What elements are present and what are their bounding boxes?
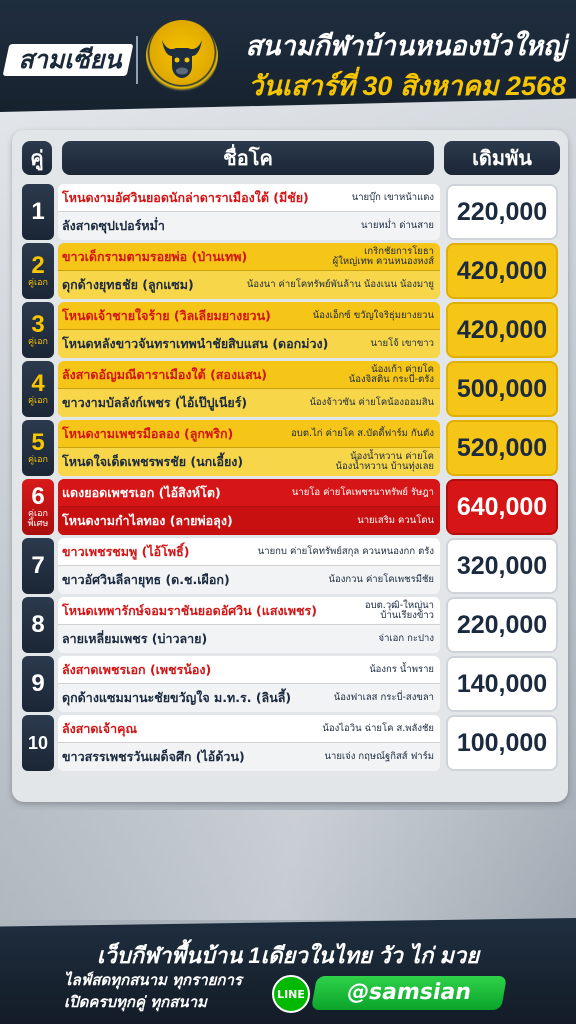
matchup-card[interactable]: [58, 538, 440, 594]
pair-number-badge: [22, 656, 54, 712]
top-fighter-line: [58, 715, 440, 743]
bet-amount: 100,000: [446, 715, 558, 771]
bottom-fighter-line: [58, 271, 440, 299]
pair-number-badge: [22, 361, 54, 417]
pair-tag: คู่เอก: [28, 396, 48, 406]
top-fighter-name: ขาวเพชรชมพู (ไอ้โพธิ์): [62, 544, 190, 559]
bet-amount: 320,000: [446, 538, 558, 594]
top-fighter-owner: นายกบ ค่ายโคทรัพย์สกุล ควนหนองกก ตรัง: [257, 546, 434, 557]
bet-amount: 420,000: [446, 243, 558, 299]
top-fighter-owner: น้องเอ็กซ์ ขวัญใจริธุ่มยางยวน: [312, 310, 434, 321]
matchup-card[interactable]: [58, 656, 440, 712]
bottom-fighter-name: โหนดหลังขาวจันทราเทพนำชัยสิบแสน (ดอกม่วง): [62, 336, 329, 351]
line-id-button[interactable]: @samsian: [311, 976, 507, 1010]
bottom-fighter-owner: น้องจ้าวซัน ค่ายโคน้องออมสิน: [309, 397, 434, 408]
top-fighter-name: ลังสาดเพชรเอก (เพชรน้อง): [62, 662, 212, 677]
pair-number: 9: [31, 670, 45, 697]
top-fighter-owner: เกริกชัยการโยธา ผู้ใหญ่เทพ ควนหนองหงส์: [332, 246, 434, 267]
bet-amount: 140,000: [446, 656, 558, 712]
header-divider: [136, 36, 138, 84]
pair-number-badge: [22, 479, 54, 535]
bottom-fighter-owner: น้องกวน ค่ายโคเพชรมีชัย: [328, 574, 434, 585]
matchup-card[interactable]: [58, 243, 440, 299]
pair-number-badge: [22, 302, 54, 358]
top-fighter-owner: น้องกร น้ำพราย: [369, 664, 434, 675]
line-app-icon[interactable]: LINE: [272, 975, 310, 1013]
bottom-fighter-line: [58, 743, 440, 771]
bottom-fighter-name: โหนดงามกำไลทอง (ลายพ่อลุง): [62, 513, 233, 528]
footer-subtext-2: เปิดครบทุกคู่ ทุกสนาม: [64, 993, 207, 1011]
matchup-card[interactable]: [58, 361, 440, 417]
bottom-fighter-name: โหนดใจเด็ดเพชรพรชัย (นกเอี้ยง): [62, 454, 244, 469]
bet-amount: 500,000: [446, 361, 558, 417]
bottom-fighter-name: ดุกด้างแซมมานะชัยขวัญใจ ม.ท.ร. (ลินลี้): [62, 690, 292, 705]
top-fighter-name: โหนดงามอัศวินยอดนักล่าดาราเมืองใต้ (มีชัย): [62, 190, 309, 205]
bottom-fighter-line: [58, 684, 440, 712]
pair-number-badge: [22, 420, 54, 476]
stadium-title: สนามกีฬาบ้านหนองบัวใหญ่: [245, 31, 566, 61]
pair-number: 8: [31, 611, 45, 638]
bottom-fighter-name: ลังสาดซุปเปอร์หม่ำ: [62, 218, 165, 233]
bottom-fighter-owner: น้องนา ค่ายโคทรัพย์พันล้าน น้องเนน น้องมายู: [246, 279, 434, 290]
top-fighter-line: [58, 361, 440, 389]
top-fighter-name: โหนดเจ้าชายใจร้าย (วิลเลียมยางยวน): [62, 308, 271, 323]
pair-number-badge: [22, 597, 54, 653]
bet-amount: 420,000: [446, 302, 558, 358]
pair-number: 3: [31, 311, 45, 338]
bet-amount: 640,000: [446, 479, 558, 535]
matchup-card[interactable]: [58, 184, 440, 240]
bottom-fighter-line: [58, 212, 440, 240]
top-fighter-owner: อบต.ไก่ ค่ายโค ส.บัดดี้ฟาร์ม กันตัง: [291, 428, 434, 439]
pair-number: 5: [31, 429, 45, 456]
pair-number: 10: [27, 733, 49, 753]
pair-number-badge: [22, 243, 54, 299]
top-fighter-name: ขาวเด็กรามตามรอยพ่อ (ป่านเทพ): [62, 249, 248, 264]
top-fighter-name: ลังสาดเจ้าคุณ: [62, 721, 138, 736]
bottom-fighter-line: [58, 625, 440, 653]
event-date: วันเสาร์ที่ 30 สิงหาคม 2568: [248, 71, 566, 101]
footer-subtext-1: ไลฟ์สดทุกสนาม ทุกรายการ: [64, 971, 242, 989]
pair-number-badge: [22, 538, 54, 594]
matchup-card[interactable]: [58, 715, 440, 771]
bottom-fighter-owner: นายหม่ำ ด่านสาย: [361, 220, 434, 231]
top-fighter-name: ลังสาดอัญมณีดาราเมืองใต้ (สองแสน): [62, 367, 267, 382]
matchup-card[interactable]: [58, 420, 440, 476]
pair-tag: คู่เอก พิเศษ: [27, 509, 49, 529]
bottom-fighter-owner: นายเจ่ง กฤษณ์ฐกิสส์ ฟาร์ม: [324, 751, 434, 762]
brand-logo-text: สามเซียน: [18, 46, 122, 74]
footer-slogan: เว็บกีฬาพื้นบ้าน 1เดียวในไทย วัว ไก่ มวย: [96, 943, 480, 968]
pair-tag: คู่เอก: [28, 337, 48, 347]
pair-number-badge: [22, 184, 54, 240]
matchup-card[interactable]: [58, 302, 440, 358]
column-header-bet: เดิมพัน: [444, 141, 560, 175]
bet-amount: 220,000: [446, 597, 558, 653]
bottom-fighter-name: ขาวสรรเพชรวันเผด็จศึก (ไอ้ด้วน): [62, 749, 245, 764]
top-fighter-name: โหนดงามเพชรมือลอง (ลูกพริก): [62, 426, 234, 441]
top-fighter-owner: น้องเก้า ค่ายโค น้องจิสติน กระบี่-ตรัง: [348, 364, 434, 385]
bottom-fighter-owner: จ่าเอก กะปาง: [378, 633, 434, 644]
pair-number: 7: [31, 552, 45, 579]
top-fighter-line: [58, 302, 440, 330]
matchup-card[interactable]: [58, 597, 440, 653]
pair-number-badge: [22, 715, 54, 771]
background-stripe: [0, 810, 576, 920]
top-fighter-line: [58, 656, 440, 684]
bottom-fighter-owner: น้องฟาเลส กระบี่-สงขลา: [333, 692, 434, 703]
bull-logo-icon: [146, 20, 218, 92]
bottom-fighter-name: ลายเหลี่ยมเพชร (บ่าวลาย): [62, 631, 208, 646]
bottom-fighter-line: [58, 448, 440, 476]
bottom-fighter-line: [58, 330, 440, 358]
top-fighter-line: [58, 597, 440, 625]
top-fighter-owner: นายบุ๊ก เขาหน้าแดง: [351, 192, 434, 203]
column-header-name: ชื่อโค: [62, 141, 434, 175]
top-fighter-owner: น้องไอวิน ฉ่ายโค ส.พลังชัย: [322, 723, 434, 734]
bottom-fighter-name: ขาวงามบัลลังก์เพชร (ไอ้เป๊ปูเนียร์): [62, 395, 248, 410]
top-fighter-name: แดงยอดเพชรเอก (ไอ้สิงห์โต): [62, 485, 221, 500]
bottom-fighter-name: ดุกด้างยุทธชัย (ลูกแซม): [62, 277, 194, 292]
top-fighter-owner: อบต.วุฒิ-ใหญ่นา บ้านเรียงข้าว: [364, 600, 434, 621]
bottom-fighter-line: [58, 389, 440, 417]
top-fighter-line: [58, 538, 440, 566]
pair-number: 1: [31, 198, 45, 225]
bottom-fighter-name: ขาวอัศวินลีลายุทธ (ด.ช.เผือก): [62, 572, 230, 587]
top-fighter-line: [58, 420, 440, 448]
bottom-fighter-line: [58, 566, 440, 594]
top-fighter-owner: นายโอ ค่ายโคเพชรนาทรัพย์ รัษฎา: [291, 487, 434, 498]
top-fighter-line: [58, 184, 440, 212]
bet-amount: 220,000: [446, 184, 558, 240]
top-fighter-line: [58, 479, 440, 507]
top-fighter-name: โหนดเทพารักษ์จอมราชันยอดอัศวิน (แสงเพชร): [62, 603, 317, 618]
pair-number: 2: [31, 252, 45, 279]
top-fighter-line: [58, 243, 440, 271]
bottom-fighter-line: [58, 507, 440, 535]
bet-amount: 520,000: [446, 420, 558, 476]
bottom-fighter-owner: นายโจ้ เขาขาว: [370, 338, 434, 349]
pair-number: 4: [31, 370, 45, 397]
pair-tag: คู่เอก: [28, 455, 48, 465]
matchup-card[interactable]: [58, 479, 440, 535]
bottom-fighter-owner: นายเสริม ควนโดน: [357, 515, 434, 526]
bottom-fighter-owner: น้องน้ำหวาน ค่ายโค น้องน้ำหวาน บ้านทุ่งเลย: [335, 451, 434, 472]
pair-tag: คู่เอก: [28, 278, 48, 288]
column-header-pair: คู่: [22, 141, 52, 175]
pair-number: 6: [31, 483, 45, 510]
